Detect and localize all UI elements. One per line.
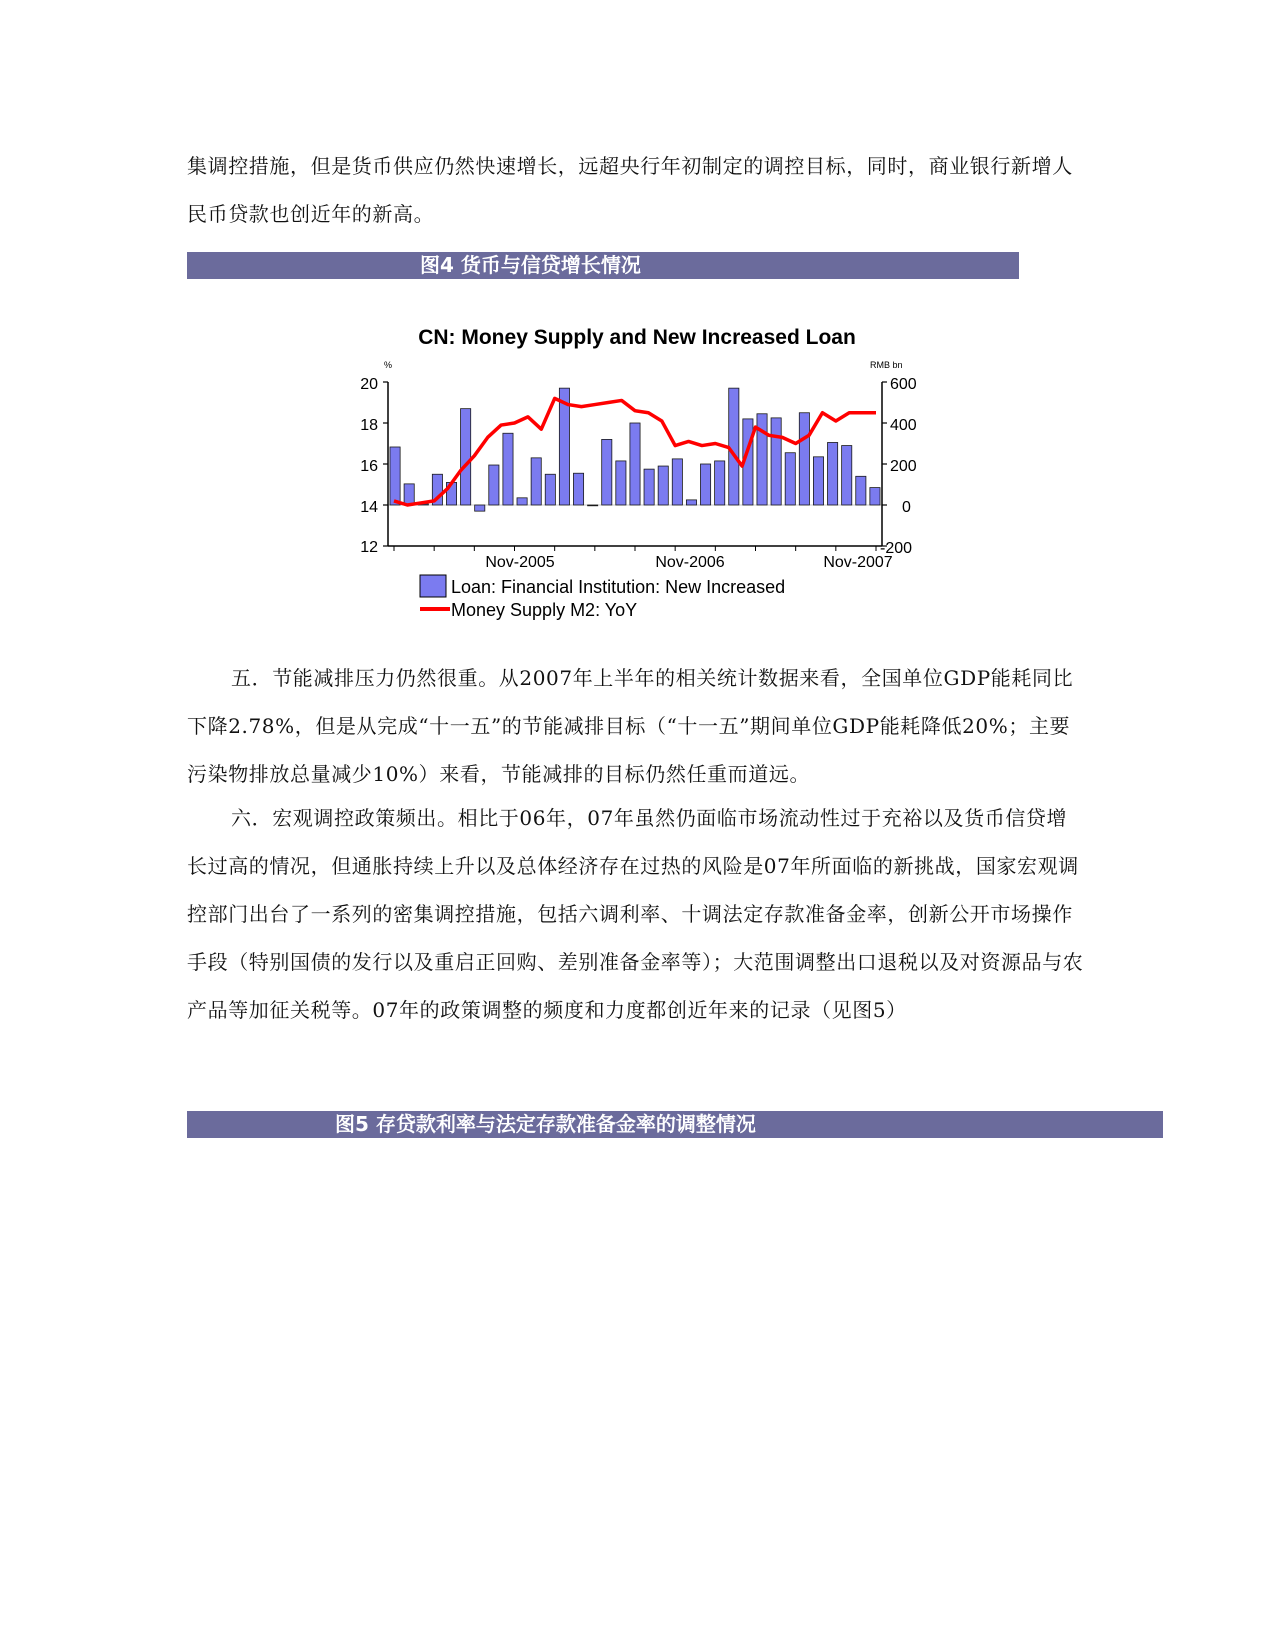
paragraph-energy: 五．节能减排压力仍然很重。从2007年上半年的相关统计数据来看，全国单位GDP能耗同比下降2.78%，但是从完成“十一五”的节能减排目标（“十一五”期间单位GDP能耗降低20%；主要污染物排放总量减少10%）来看，节能减排的目标仍然任重而道远。	[187, 666, 1074, 786]
right-axis-unit: RMB bn	[870, 360, 903, 370]
right-tick-label: 400	[890, 417, 917, 434]
legend-loan-swatch	[420, 575, 446, 597]
loan-bar	[658, 466, 668, 505]
loan-bar	[828, 442, 838, 505]
figure-5-caption: 图5 存贷款利率与法定存款准备金率的调整情况	[335, 1112, 756, 1136]
loan-bar	[602, 439, 612, 505]
left-axis-unit: %	[384, 360, 393, 370]
money-supply-loan-chart	[340, 318, 960, 643]
left-tick-label: 14	[360, 499, 378, 516]
right-tick-label: 0	[902, 499, 911, 516]
loan-bar	[503, 433, 513, 505]
loan-bar	[729, 388, 739, 505]
chart-plot-area	[388, 388, 882, 511]
loan-bar	[700, 464, 710, 505]
loan-bar	[390, 447, 400, 505]
loan-bar	[545, 474, 555, 505]
figure-5-caption-bar	[187, 1111, 1163, 1138]
loan-bar	[785, 453, 795, 505]
figure-4-caption: 图4 货币与信贷增长情况	[420, 253, 641, 277]
loan-bar	[856, 476, 866, 505]
loan-bar	[461, 409, 471, 505]
loan-bar	[799, 413, 809, 505]
right-axis-ticks	[880, 376, 917, 557]
x-tick-label: Nov-2007	[823, 554, 893, 571]
figure-4-caption-bar	[187, 252, 1019, 279]
loan-bar	[672, 459, 682, 505]
left-tick-label: 20	[360, 376, 378, 393]
loan-bar	[813, 457, 823, 505]
loan-bar	[517, 498, 527, 505]
loan-bar	[616, 461, 626, 505]
loan-bar	[870, 488, 880, 505]
loan-bar	[842, 446, 852, 505]
loan-bar	[771, 418, 781, 505]
loan-bar	[588, 505, 598, 506]
left-tick-label: 12	[360, 539, 378, 556]
loan-bar	[573, 473, 583, 505]
loan-bar	[489, 465, 499, 505]
left-tick-label: 18	[360, 417, 378, 434]
legend-loan-label: Loan: Financial Institution: New Increased	[451, 577, 786, 597]
right-tick-label: -200	[880, 540, 913, 557]
legend-m2-label: Money Supply M2: YoY	[451, 600, 638, 620]
x-tick-label: Nov-2005	[485, 554, 555, 571]
x-tick-label: Nov-2006	[655, 554, 725, 571]
loan-bar	[475, 505, 485, 511]
loan-bar	[630, 423, 640, 505]
loan-bar	[686, 500, 696, 505]
chart-title: CN: Money Supply and New Increased Loan	[418, 326, 856, 349]
right-tick-label: 200	[890, 458, 917, 475]
loan-bar	[404, 484, 414, 505]
loan-bar	[644, 469, 654, 505]
paragraph-policy: 六．宏观调控政策频出。相比于06年，07年虽然仍面临市场流动性过于充裕以及货币信贷增长过高的情况，但通胀持续上升以及总体经济存在过热的风险是07年所面临的新挑战，国家宏观调控部门出台了一系列的密集调控措施，包括六调利率、十调法定存款准备金率，创新公开市场操作手段（特别国债的发行以及重启正回购、差别准备金率等）；大范围调整出口退税以及对资源品与农产品等加征关税等。07年的政策调整的频度和力度都创近年来的记录（见图5）	[187, 806, 1084, 1022]
left-tick-label: 16	[360, 458, 378, 475]
right-tick-label: 600	[890, 376, 917, 393]
left-axis-ticks	[360, 376, 378, 556]
loan-bar	[715, 461, 725, 505]
loan-bar	[531, 458, 541, 505]
paragraph-intro: 集调控措施，但是货币供应仍然快速增长，远超央行年初制定的调控目标，同时，商业银行新增人民币贷款也创近年的新高。	[187, 154, 1073, 226]
